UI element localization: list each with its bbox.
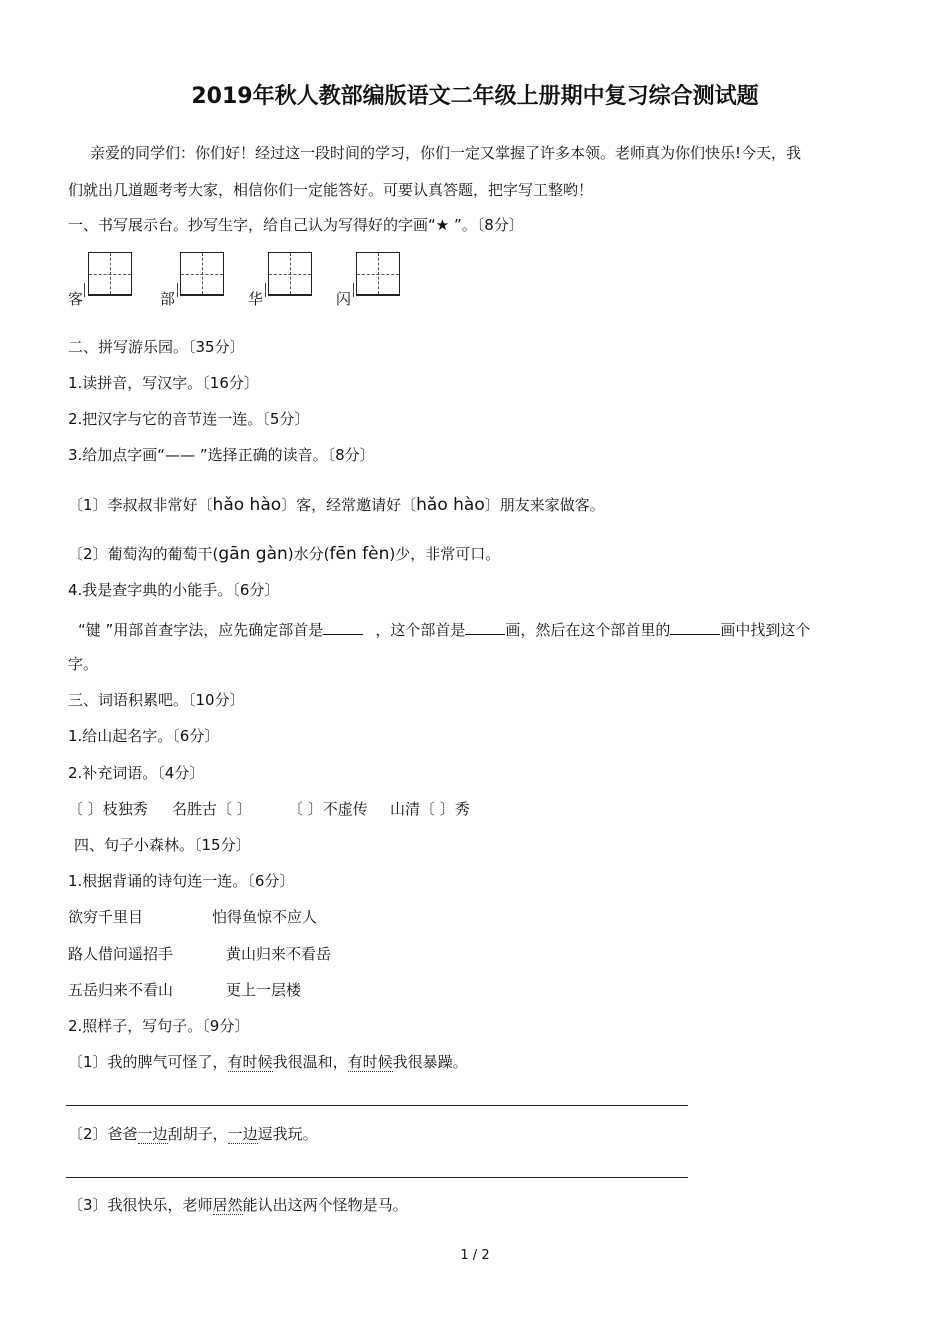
answer-line[interactable]: [66, 1105, 688, 1106]
writing-grid[interactable]: [268, 252, 312, 296]
pinyin-option[interactable]: hǎo hào: [212, 495, 282, 515]
sentence-example-1: 〔1〕我的脾气可怪了，有时候我很温和，有时候我很暴躁。: [68, 1053, 468, 1071]
poem-right[interactable]: 黄山归来不看岳: [226, 945, 332, 963]
answer-blank[interactable]: [323, 618, 363, 635]
question-2-4: 4.我是查字典的小能手。〔6分〕: [68, 581, 280, 599]
word-item[interactable]: 山清〔 〕秀: [390, 800, 470, 818]
word-item[interactable]: 〔 〕不虚传: [288, 800, 368, 818]
answer-blank[interactable]: [465, 618, 505, 635]
question-2-4-text: “键 ”用部首查字法，应先确定部首是 ，这个部首是 画，然后在这个部首里的 画中找到这个: [78, 618, 810, 640]
question-2-1: 1.读拼音，写汉字。〔16分〕: [68, 374, 259, 392]
page-title: 2019年秋人教部编版语文二年级上册期中复习综合测试题: [191, 84, 759, 109]
section2-heading: 二、拼写游乐园。〔35分〕: [68, 338, 245, 356]
question-2-3: 3.给加点字画“—— ”选择正确的读音。〔8分〕: [68, 446, 375, 464]
section4-heading: 四、句子小森林。〔15分〕: [74, 836, 251, 854]
writing-grid[interactable]: [88, 252, 132, 296]
poem-right[interactable]: 更上一层楼: [226, 981, 302, 999]
char-label: 华: [248, 290, 264, 308]
intro-line-2: 们就出几道题考考大家，相信你们一定能答好。可要认真答题，把字写工整哟！: [68, 181, 594, 199]
word-item[interactable]: 〔 〕枝独秀: [68, 800, 148, 818]
poem-left[interactable]: 欲穷千里目: [68, 908, 144, 926]
question-2-3-1: 〔1〕李叔叔非常好〔hǎo hào〕客，经常邀请好〔hǎo hào〕朋友来家做客。: [68, 495, 605, 515]
question-2-4-text-end: 字。: [68, 655, 99, 673]
pinyin-option[interactable]: gān gàn: [218, 544, 288, 564]
char-label: 闪: [336, 290, 352, 308]
word-item[interactable]: 名胜古〔 〕: [172, 800, 252, 818]
poem-right[interactable]: 怕得鱼惊不应人: [212, 908, 318, 926]
question-4-2: 2.照样子，写句子。〔9分〕: [68, 1017, 250, 1035]
section3-heading: 三、词语积累吧。〔10分〕: [68, 691, 245, 709]
question-3-1: 1.给山起名字。〔6分〕: [68, 727, 220, 745]
char-label: 部: [160, 290, 176, 308]
section1-heading: 一、书写展示台。抄写生字，给自己认为写得好的字画“★ ”。〔8分〕: [68, 216, 524, 234]
sentence-example-2: 〔2〕爸爸一边刮胡子，一边逗我玩。: [68, 1125, 318, 1143]
intro-line-1: 亲爱的同学们：你们好！经过这一段时间的学习，你们一定又掌握了许多本领。老师真为你们快乐!今天，我: [90, 144, 802, 162]
poem-left[interactable]: 五岳归来不看山: [68, 981, 174, 999]
writing-grid[interactable]: [180, 252, 224, 296]
question-2-3-2: 〔2〕葡萄沟的葡萄干(gān gàn)水分(fēn fèn)少，非常可口。: [68, 544, 501, 564]
answer-blank[interactable]: [670, 618, 720, 635]
question-2-2: 2.把汉字与它的音节连一连。〔5分〕: [68, 410, 310, 428]
question-3-2: 2.补充词语。〔4分〕: [68, 764, 205, 782]
pinyin-option[interactable]: fēn fèn: [329, 544, 390, 564]
page-number: 1 / 2: [460, 1248, 490, 1263]
pinyin-option[interactable]: hǎo hào: [416, 495, 485, 515]
answer-line[interactable]: [66, 1177, 688, 1178]
char-label: 客: [68, 290, 84, 308]
poem-left[interactable]: 路人借问遥招手: [68, 945, 174, 963]
sentence-example-3: 〔3〕我很快乐，老师居然能认出这两个怪物是马。: [68, 1196, 408, 1214]
writing-grid[interactable]: [356, 252, 400, 296]
question-4-1: 1.根据背诵的诗句连一连。〔6分〕: [68, 872, 295, 890]
